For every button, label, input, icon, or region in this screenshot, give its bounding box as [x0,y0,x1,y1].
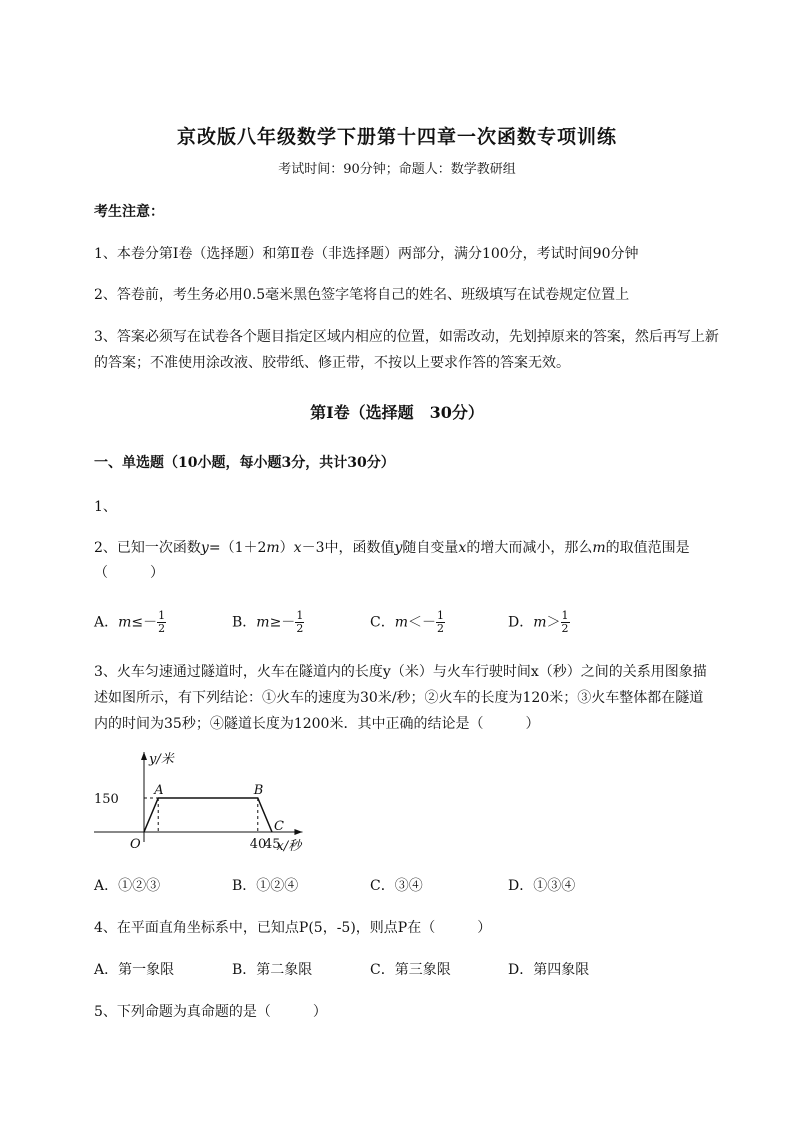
question-3-option-d: D．①③④ [508,878,576,894]
question-4-text: 4、在平面直角坐标系中，已知点P(5，-5)，则点P在（ ） [94,920,492,936]
x-axis-label: x/秒 [276,839,302,854]
question-4-option-c: C．第三象限 [370,962,451,978]
label-origin: O [130,837,141,852]
notice-item-3-line-2: 的答案；不准使用涂改液、胶带纸、修正带，不按以上要求作答的答案无效。 [94,355,570,371]
question-3-option-c: C．③④ [370,878,423,894]
question-2-blank: （ ） [94,565,164,581]
label-b: B [253,783,264,798]
question-4-option-b: B．第二象限 [232,962,313,978]
series-line [144,798,272,832]
part-heading: 一、单选题（10小题，每小题3分，共计30分） [94,455,395,471]
question-3-option-a: A．①②③ [94,878,161,894]
section-title: 第Ⅰ卷（选择题 30分） [310,403,484,422]
notice-item-3-line-1: 3、答案必须写在试卷各个题目指定区域内相应的位置，如需改动，先划掉原来的答案，然后再写上新 [94,329,719,345]
exam-subtitle: 考试时间：90分钟；命题人：数学教研组 [278,162,516,177]
question-3-line-1: 3、火车匀速通过隧道时，火车在隧道内的长度y（米）与火车行驶时间x（秒）之间的关系用图象描 [94,664,707,680]
question-5-text: 5、下列命题为真命题的是（ ） [94,1004,327,1020]
question-2-option-d: D．m＞ $\frac{1}{2}$ [508,609,569,635]
question-1: 1、 [94,499,117,515]
ytick-150: 150 [94,792,119,807]
notice-item-2: 2、答卷前，考生务必用0.5毫米黑色签字笔将自己的姓名、班级填写在试卷规定位置上 [94,287,630,303]
question-3-option-b: B．①②④ [232,878,299,894]
question-2-option-a: A．m≤－ $\frac{1}{2}$ [94,609,166,635]
y-axis-label: y/米 [149,752,174,767]
question-3-line-2: 述如图所示，有下列结论：①火车的速度为30米/秒；②火车的长度为120米；③火车整体都在隧道 [94,690,704,706]
xtick-45: 45 [264,837,281,852]
notice-heading: 考生注意： [94,204,164,220]
y-axis-arrow [141,752,147,760]
train-tunnel-graph [92,748,307,858]
x-axis-arrow [294,829,302,835]
question-2-option-c: C．m＜－ $\frac{1}{2}$ [370,609,444,635]
question-4-option-a: A．第一象限 [94,962,175,978]
question-2-option-b: B．m≥－ $\frac{1}{2}$ [232,609,304,635]
question-2-text: 2、已知一次函数y=（1＋2m）x－3中，函数值y随自变量x的增大而减小，那么m的取值范围是 [94,540,690,556]
question-3-line-3: 内的时间为35秒；④隧道长度为1200米．其中正确的结论是（ ） [94,716,540,732]
exam-title: 京改版八年级数学下册第十四章一次函数专项训练 [176,126,617,148]
label-c: C [274,819,284,834]
label-a: A [154,783,164,798]
notice-item-1: 1、本卷分第I卷（选择题）和第Ⅱ卷（非选择题）两部分，满分100分，考试时间90分钟 [94,246,639,262]
question-4-option-d: D．第四象限 [508,962,590,978]
xtick-40: 40 [249,837,267,852]
